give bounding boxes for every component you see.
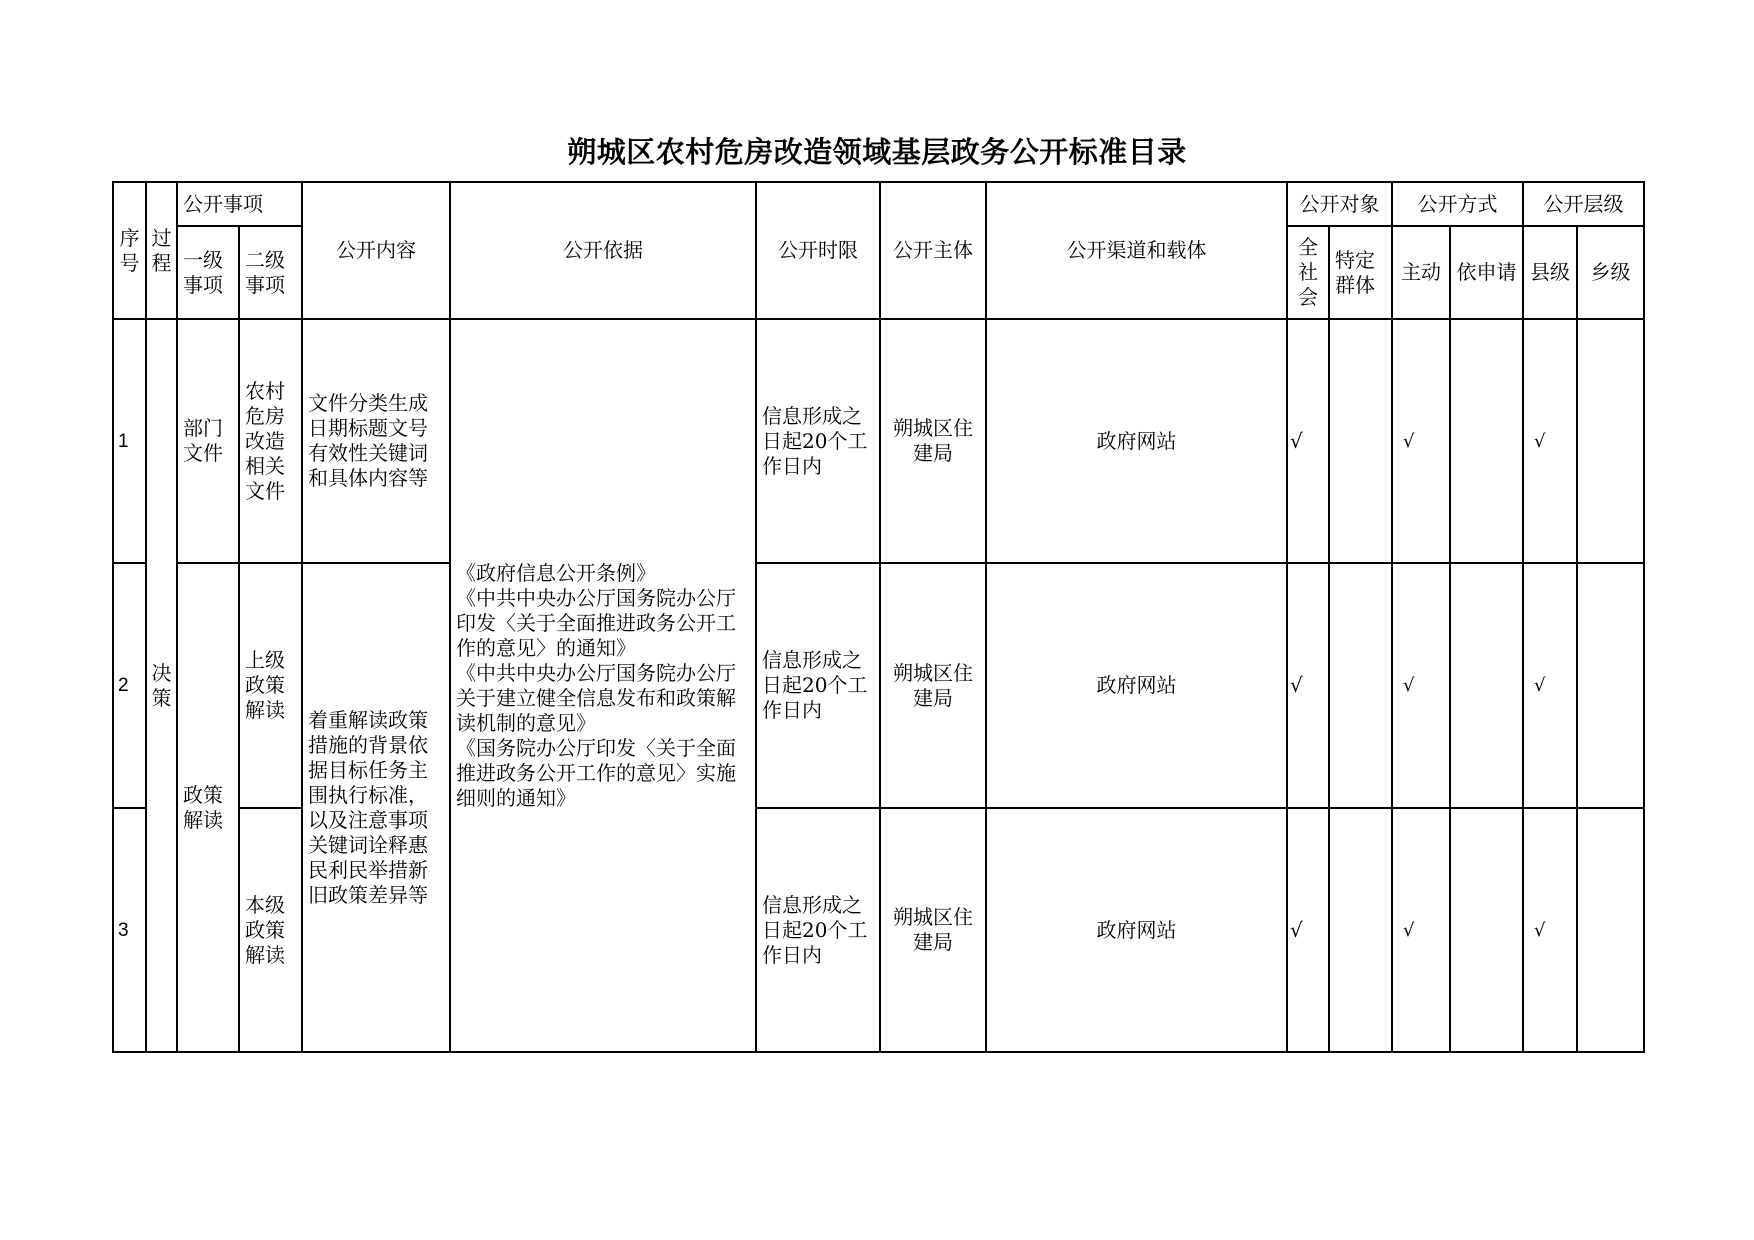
row-subject: 朔城区住建局 [880, 563, 986, 808]
header-method: 公开方式 [1392, 182, 1523, 226]
page-title: 朔城区农村危房改造领域基层政务公开标准目录 [567, 135, 1187, 169]
policy-level1: 政策解读 [177, 563, 239, 1052]
row-target-specific [1329, 319, 1392, 563]
row-method-request [1450, 563, 1523, 808]
header-target-all: 全社会 [1287, 226, 1329, 319]
row-time-limit: 信息形成之日起20个工作日内 [756, 563, 880, 808]
row-target-specific [1329, 808, 1392, 1052]
process-cell: 决策 [146, 319, 177, 1052]
row-time-limit: 信息形成之日起20个工作日内 [756, 319, 880, 563]
row-subject: 朔城区住建局 [880, 319, 986, 563]
row-level-county: √ [1523, 319, 1577, 563]
header-method-active: 主动 [1392, 226, 1450, 319]
header-process: 过程 [146, 182, 177, 319]
header-level-township: 乡级 [1577, 226, 1644, 319]
row-level-township [1577, 808, 1644, 1052]
header-content: 公开内容 [302, 182, 450, 319]
row-method-active: √ [1392, 319, 1450, 563]
row-seq: 2 [113, 563, 146, 808]
row-channel: 政府网站 [986, 808, 1287, 1052]
row-seq: 1 [113, 319, 146, 563]
header-target-specific: 特定群体 [1329, 226, 1392, 319]
header-level: 公开层级 [1523, 182, 1644, 226]
table-row [113, 563, 1644, 808]
basis-cell: 《政府信息公开条例》 《中共中央办公厅国务院办公厅印发〈关于全面推进政务公开工作的意见〉的通知》 《中共中央办公厅国务院办公厅关于建立健全信息发布和政策解读机制的意见》 《国务院办公厅印发〈关于全面推进政务公开工作的意见〉实施细则的通知》 [450, 319, 756, 1052]
header-items: 公开事项 [177, 182, 302, 226]
row-target-all: √ [1287, 808, 1329, 1052]
header-method-request: 依申请 [1450, 226, 1523, 319]
table-row [113, 319, 1644, 563]
header-target: 公开对象 [1287, 182, 1392, 226]
header-basis: 公开依据 [450, 182, 756, 319]
row-method-request [1450, 808, 1523, 1052]
row-method-active: √ [1392, 563, 1450, 808]
header-time-limit: 公开时限 [756, 182, 880, 319]
row-level2: 农村危房改造相关文件 [239, 319, 302, 563]
header-level-county: 县级 [1523, 226, 1577, 319]
row-level-township [1577, 563, 1644, 808]
header-level2: 二级事项 [239, 226, 302, 319]
row-level-township [1577, 319, 1644, 563]
row-level1: 部门文件 [177, 319, 239, 563]
header-seq: 序号 [113, 182, 146, 319]
row-method-request [1450, 319, 1523, 563]
row-content: 文件分类生成日期标题文号有效性关键词和具体内容等 [302, 319, 450, 563]
row-time-limit: 信息形成之日起20个工作日内 [756, 808, 880, 1052]
row-target-all: √ [1287, 319, 1329, 563]
row-channel: 政府网站 [986, 563, 1287, 808]
row-level2: 上级政策解读 [239, 563, 302, 808]
header-channel: 公开渠道和载体 [986, 182, 1287, 319]
catalog-table [112, 181, 1645, 1053]
row-target-specific [1329, 563, 1392, 808]
header-subject: 公开主体 [880, 182, 986, 319]
row-subject: 朔城区住建局 [880, 808, 986, 1052]
policy-content: 着重解读政策措施的背景依据目标任务主围执行标准，以及注意事项关键词诠释惠民利民举措新旧政策差异等 [302, 563, 450, 1052]
header-level1: 一级事项 [177, 226, 239, 319]
row-method-active: √ [1392, 808, 1450, 1052]
row-channel: 政府网站 [986, 319, 1287, 563]
row-seq: 3 [113, 808, 146, 1052]
row-level-county: √ [1523, 563, 1577, 808]
row-target-all: √ [1287, 563, 1329, 808]
row-level2: 本级政策解读 [239, 808, 302, 1052]
row-level-county: √ [1523, 808, 1577, 1052]
